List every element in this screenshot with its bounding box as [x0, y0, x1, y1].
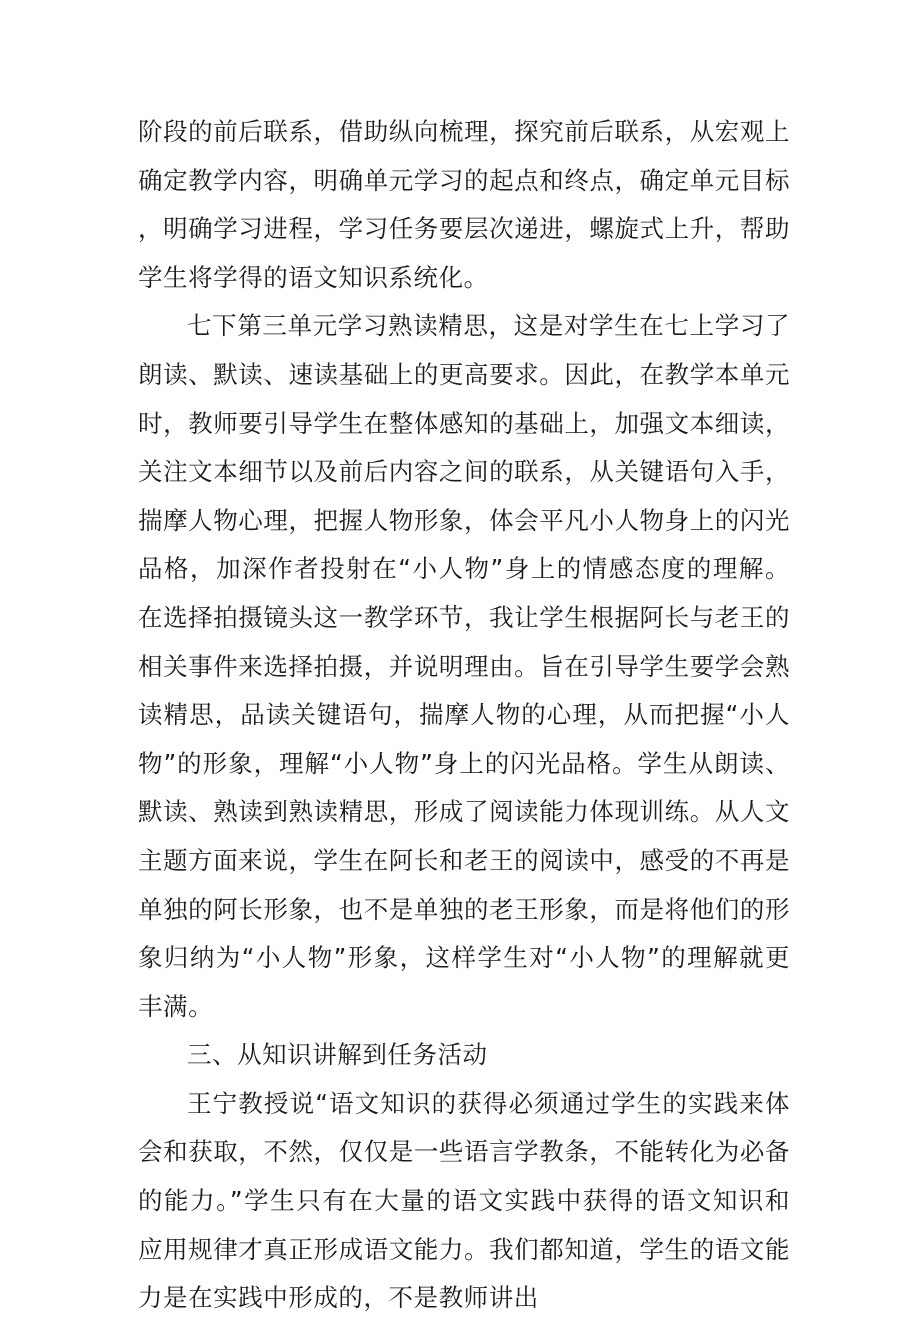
section-heading: 三、从知识讲解到任务活动	[187, 1040, 488, 1070]
document-body	[138, 108, 790, 1323]
paragraph-unit-three-reading: 七下第三单元学习熟读精思，这是对学生在七上学习了朗读、默读、速读基础上的更高要求。因此，在教学本单元时，教师要引导学生在整体感知的基础上，加强文本细读，关注文本细节以及前后内容之间的联系，从关键语句入手，揣摩人物心理，把握人物形象，体会平凡小人物身上的闪光品格，加深作者投射在“小人物”身上的情感态度的理解。在选择拍摄镜头这一教学环节，我让学生根据阿长与老王的相关事件来选择拍摄，并说明理由。旨在引导学生要学会熟读精思，品读关键语句，揣摩人物的心理，从而把握“小人物”的形象，理解“小人物”身上的闪光品格。学生从朗读、默读、熟读到熟读精思，形成了阅读能力体现训练。从人文主题方面来说，学生在阿长和老王的阅读中，感受的不再是单独的阿长形象，也不是单独的老王形象，而是将他们的形象归纳为“小人物”形象，这样学生对“小人物”的理解就更丰满。	[138, 311, 790, 1021]
paragraph-continuation: 阶段的前后联系，借助纵向梳理，探究前后联系，从宏观上确定教学内容，明确单元学习的起点和终点，确定单元目标，明确学习进程，学习任务要层次递进，螺旋式上升，帮助学生将学得的语文知识系统化。	[138, 117, 790, 292]
paragraph-wang-ning-quote: 王宁教授说“语文知识的获得必须通过学生的实践来体会和获取，不然，仅仅是一些语言学教条，不能转化为必备的能力。”学生只有在大量的语文实践中获得的语文知识和应用规律才真正形成语文能力。我们都知道，学生的语文能力是在实践中形成的，不是教师讲出	[138, 1088, 790, 1313]
